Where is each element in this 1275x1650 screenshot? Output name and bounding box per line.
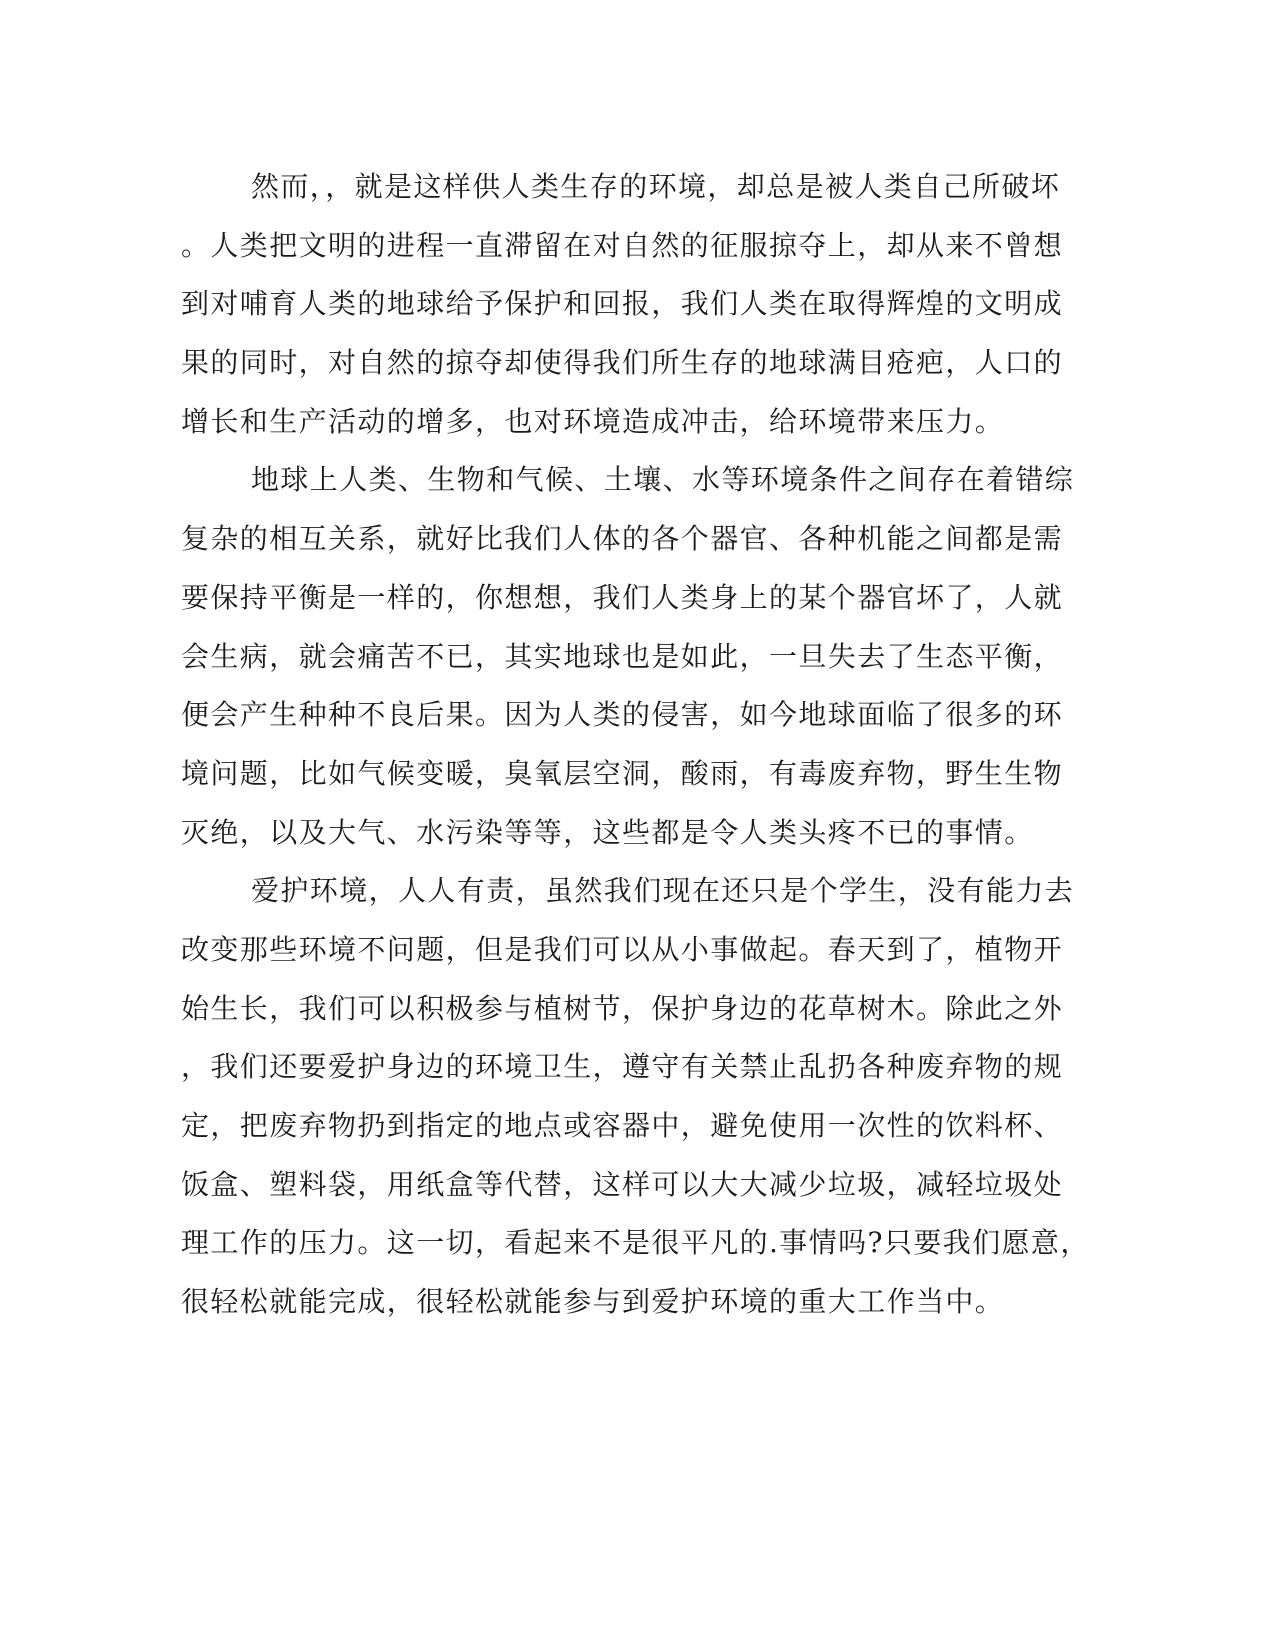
text-line: 要保持平衡是一样的，你想想，我们人类身上的某个器官坏了，人就 xyxy=(181,580,1064,614)
text-line: 增长和生产活动的增多，也对环境造成冲击，给环境带来压力。 xyxy=(181,404,1005,438)
text-line: 灭绝，以及大气、水污染等等，这些都是令人类头疼不已的事情。 xyxy=(181,815,1034,849)
text-line: 改变那些环境不问题，但是我们可以从小事做起。春天到了，植物开 xyxy=(181,932,1064,966)
text-line: 定，把废弃物扔到指定的地点或容器中，避免使用一次性的饮料杯、 xyxy=(181,1109,1064,1142)
text-line: 爱护环境，人人有责，虽然我们现在还只是个学生，没有能力去 xyxy=(251,874,1075,908)
text-line: 理工作的压力。这一切，看起来不是很平凡的.事情吗?只要我们愿意， xyxy=(181,1226,1090,1260)
document-body xyxy=(181,158,1090,1332)
text-line: 到对哺育人类的地球给予保护和回报，我们人类在取得辉煌的文明成 xyxy=(181,287,1064,321)
text-line: 复杂的相互关系，就好比我们人体的各个器官、各种机能之间都是需 xyxy=(181,522,1064,556)
text-line: 会生病，就会痛苦不已，其实地球也是如此，一旦失去了生态平衡， xyxy=(181,639,1064,673)
text-line: 然而，，就是这样供人类生存的环境，却总是被人类自己所破坏 xyxy=(251,170,1061,203)
text-line: 地球上人类、生物和气候、土壤、水等环境条件之间存在着错综 xyxy=(251,463,1075,497)
text-line: 果的同时，对自然的掠夺却使得我们所生存的地球满目疮疤，人口的 xyxy=(181,346,1064,380)
paragraph-1 xyxy=(181,158,1064,451)
paragraph-2 xyxy=(181,451,1075,862)
text-line: 便会产生种种不良后果。因为人类的侵害，如今地球面临了很多的环 xyxy=(181,698,1064,732)
text-line: 。人类把文明的进程一直滞留在对自然的征服掠夺上，却从来不曾想 xyxy=(181,228,1064,262)
text-line: ，我们还要爱护身边的环境卫生，遵守有关禁止乱扔各种废弃物的规 xyxy=(181,1050,1064,1084)
text-line: 境问题，比如气候变暖，臭氧层空洞，酸雨，有毒废弃物，野生生物 xyxy=(181,756,1064,790)
text-line: 很轻松就能完成，很轻松就能参与到爱护环境的重大工作当中。 xyxy=(181,1285,1005,1319)
text-line: 饭盒、塑料袋，用纸盒等代替，这样可以大大减少垃圾，减轻垃圾处 xyxy=(181,1167,1064,1201)
text-line: 始生长，我们可以积极参与植树节，保护身边的花草树木。除此之外 xyxy=(181,991,1064,1025)
paragraph-3 xyxy=(181,862,1090,1332)
